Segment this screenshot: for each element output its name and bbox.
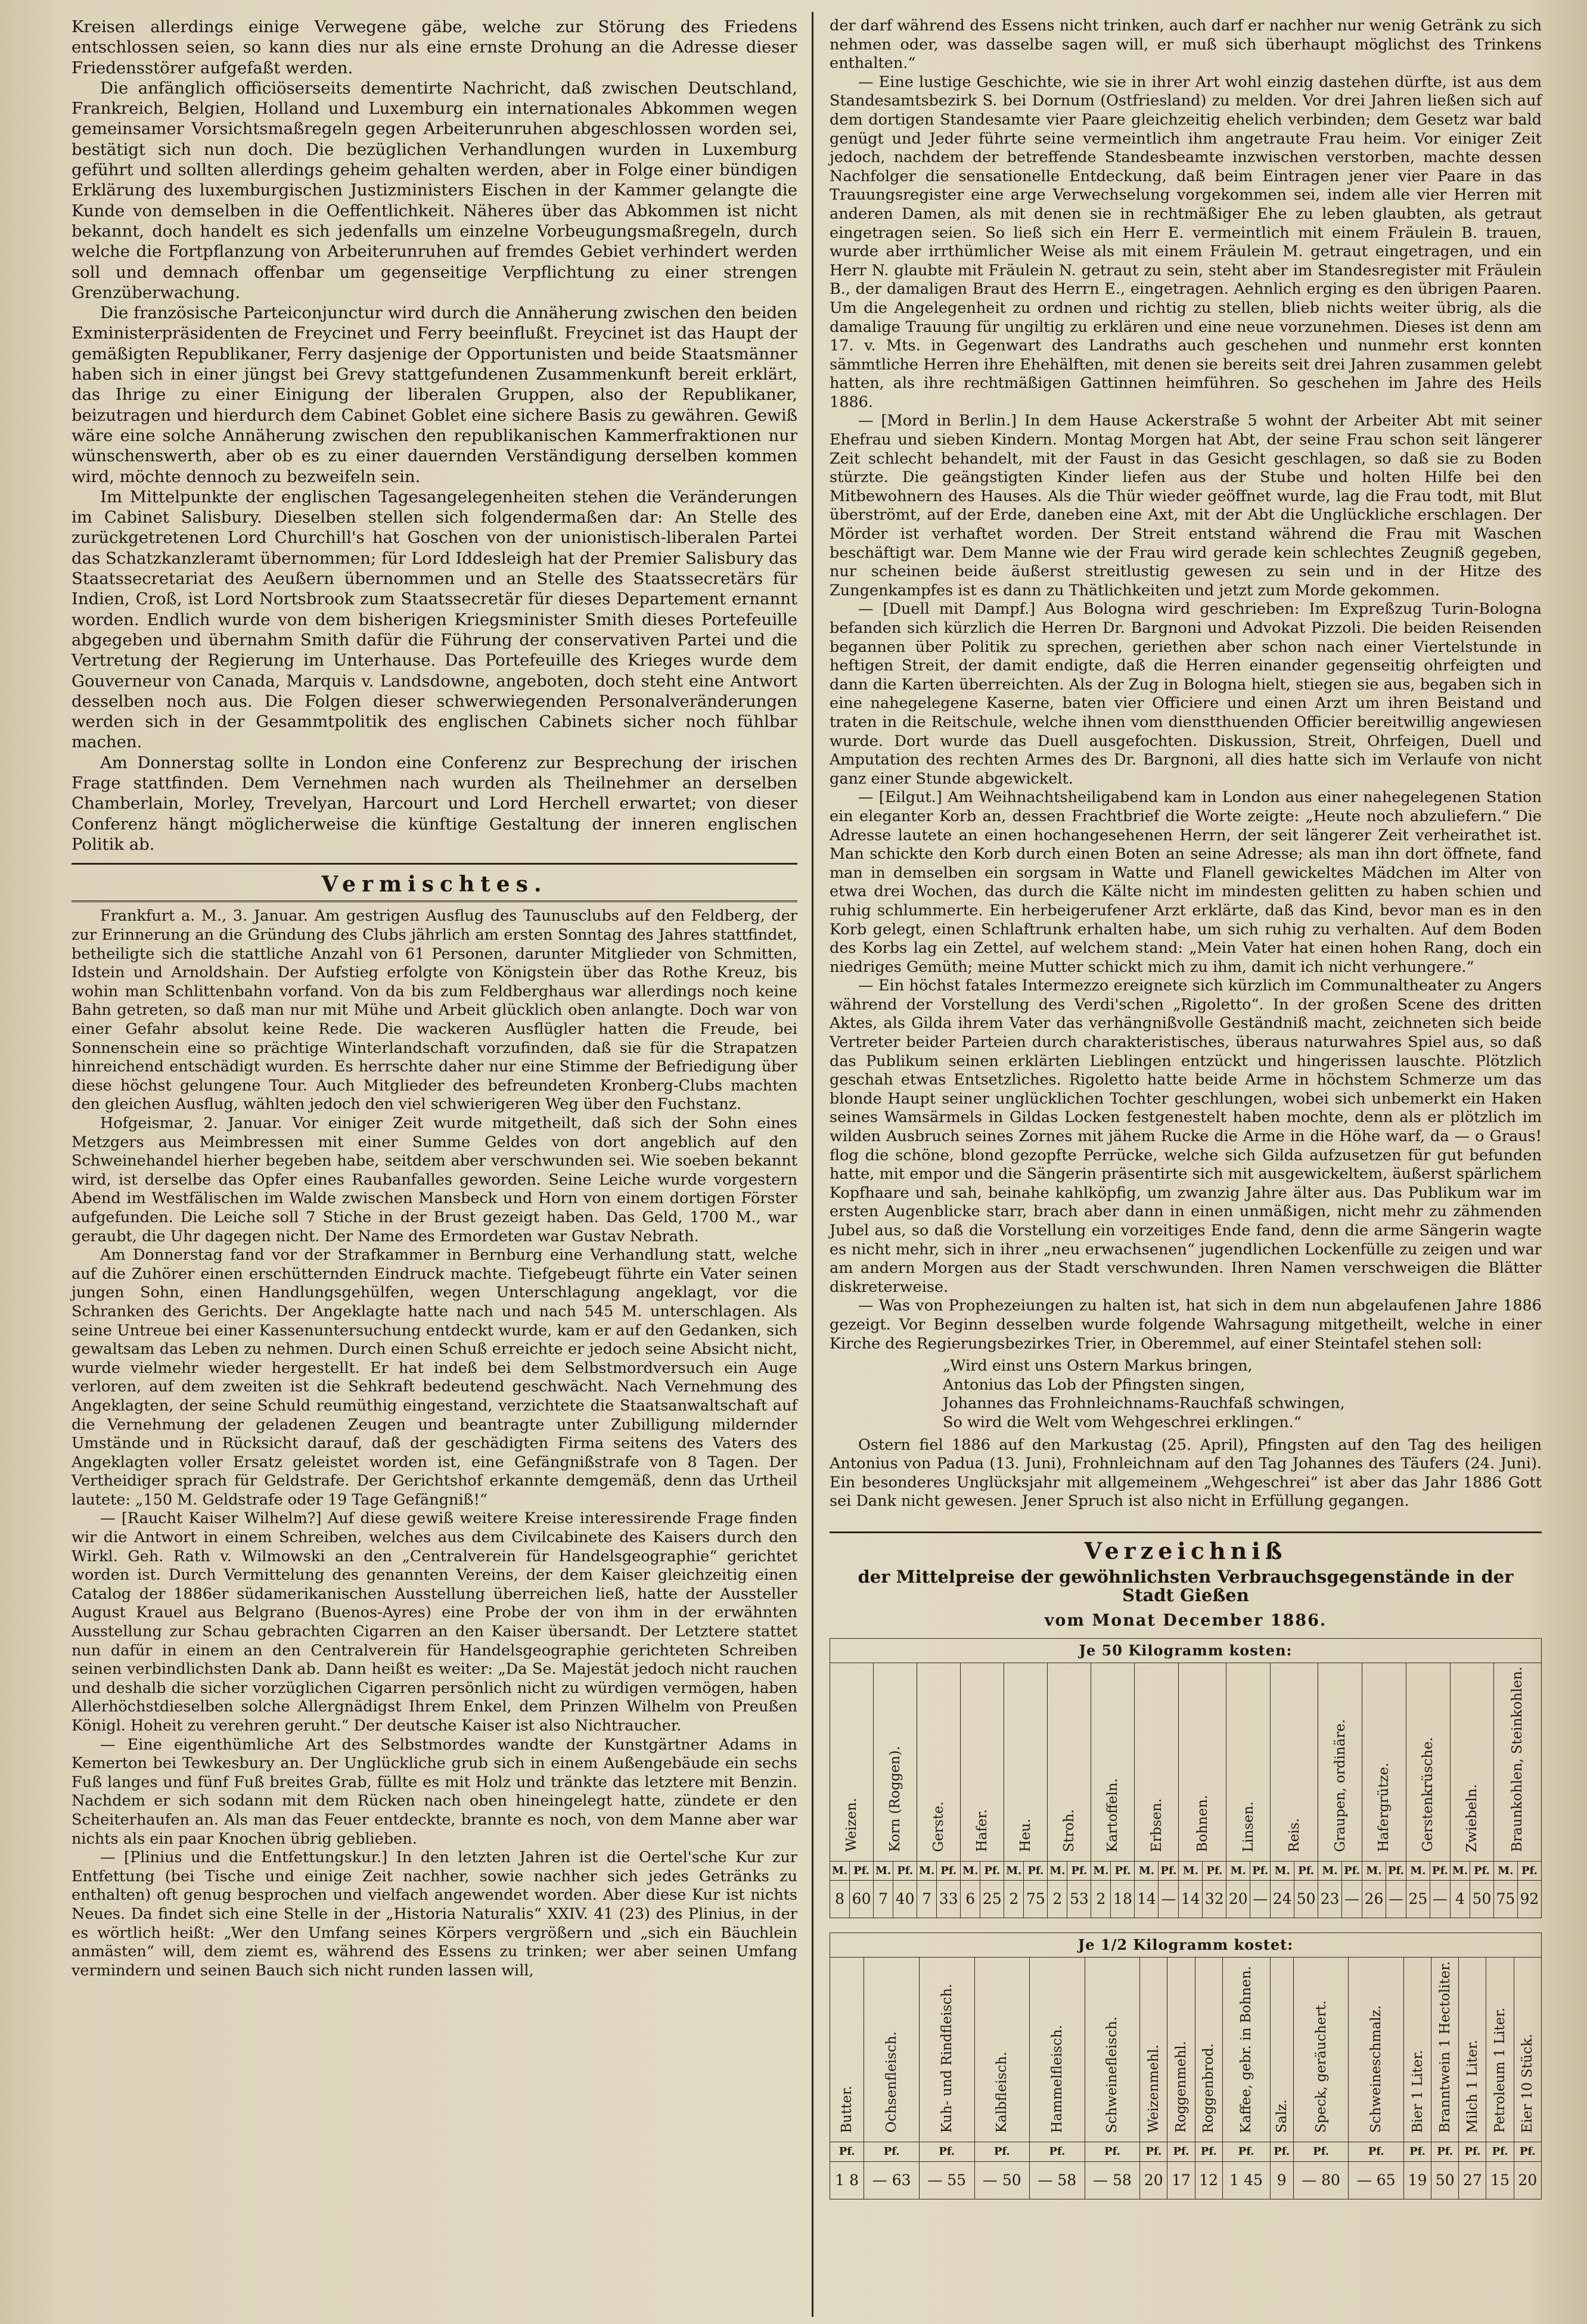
price-cell: 27 xyxy=(1459,2161,1486,2199)
column-header-label: Bohnen. xyxy=(1194,1794,1210,1852)
price-cell: 1 8 xyxy=(830,2161,864,2199)
price-cell: 6 xyxy=(961,1881,980,1918)
column-header xyxy=(1167,1958,1195,2142)
price-cell: 40 xyxy=(893,1881,917,1918)
unit-mark: Pf. xyxy=(1386,1861,1406,1881)
column-header xyxy=(1195,1958,1222,2142)
column-header xyxy=(1222,1958,1270,2142)
right-column xyxy=(830,17,1542,2199)
column-header-label: Braunkohlen, Steinkohlen. xyxy=(1510,1667,1526,1852)
price-cell: — 65 xyxy=(1349,2161,1404,2199)
column-header xyxy=(1349,1958,1404,2142)
column-header-label: Stroh. xyxy=(1061,1809,1077,1852)
price-cell: 2 xyxy=(1004,1881,1024,1918)
price-cell: 50 xyxy=(1431,2161,1459,2199)
price-cell: 4 xyxy=(1450,1881,1470,1918)
price-cell: 20 xyxy=(1140,2161,1167,2199)
column-header xyxy=(1091,1663,1135,1861)
unit-mark: Pf. xyxy=(1349,2142,1404,2161)
price-cell: 14 xyxy=(1135,1881,1159,1918)
price-cell: — 50 xyxy=(974,2161,1030,2199)
column-divider xyxy=(812,12,813,2317)
column-header xyxy=(974,1958,1030,2142)
unit-mark: Pf. xyxy=(974,2142,1030,2161)
price-cell: 75 xyxy=(1024,1881,1048,1918)
news-item: — Ein höchst fatales Intermezzo ereignete sich kürzlich im Communaltheater zu Angers während der Vorstellung des Verdi'schen „Rigoletto“. In der großen Scene des dritten Aktes, als Gilda ihrem Vater das verhängnißvolle Geständniß macht, zeichneten sich beide Vertreter beider Parteien durch charakteristisches, überaus naturwahres Spiel aus, so daß das Publikum seinen erklärten Lieblingen entzückt und hingerissen lauschte. Plötzlich geschah etwas Entsetzliches. Rigoletto hatte beide Arme in höchstem Schmerze um das blonde Haupt seiner unglücklichen Tochter geschlungen, wobei sich unbemerkt ein Haken seines Wamsärmels in Gildas Locken festgenestelt haben mochte, denn als er plötzlich im wilden Ausbruch seines Zornes mit jähem Rucke die Arme in die Höhe warf, da — o Graus! flog die schöne, blond gezopfte Perrücke, welche sich Gilda aufzusetzen für gut befunden hatte, mit empor und die Sängerin präsentirte sich mit ausgewickeltem, äußerst spärlichem Kopfhaare und sah, beinahe kahlköpfig, um zwanzig Jahre älter aus. Das Publikum war im ersten Augenblicke starr, brach aber dann in einen unmäßigen, nicht mehr zu zähmenden Jubel aus, so daß die Vorstellung ein vorzeitiges Ende fand, denn die arme Sängerin wagte es nicht mehr, sich in ihrer „neu erwachsenen“ jugendlichen Lockenfülle zu zeigen und war am andern Morgen aus der Stadt verschwunden. Ihren Namen verschweigen die Blätter diskreterweise. xyxy=(830,977,1542,1296)
column-header-label: Schweineschmalz. xyxy=(1368,2005,1384,2133)
column-header-label: Butter. xyxy=(839,2085,855,2133)
news-item: der darf während des Essens nicht trinken, auch darf er nachher nur wenig Getränk zu sich nehmen oder, was dasselbe sagen will, er muß sich überhaupt möglichst des Trinkens enthalten.“ xyxy=(830,17,1542,73)
column-header xyxy=(919,1958,974,2142)
price-cell: 50 xyxy=(1470,1881,1493,1918)
column-header-label: Kuh- und Rindfleisch. xyxy=(939,1983,955,2133)
unit-mark: Pf. xyxy=(1140,2142,1167,2161)
column-header xyxy=(1179,1663,1226,1861)
news-item: — Eine eigenthümliche Art des Selbstmordes wandte der Kunstgärtner Adams in Kemerton bei Tewkesbury an. Der Unglückliche grub sich in einem Außengebäude ein sechs Fuß langes und fünf Fuß breites Grab, füllte es mit Holz und tränkte das letztere mit Benzin. Nachdem er sich sodann mit dem Rücken nach oben hineingelegt hatte, zündete er den Scheiterhaufen an. Als man das Feuer entdeckte, brannte es noch, von dem Manne aber war nichts als ein paar Knochen übrig geblieben. xyxy=(72,1735,797,1848)
unit-mark: M. xyxy=(1091,1861,1111,1881)
column-header-label: Salz. xyxy=(1274,2099,1290,2133)
column-header xyxy=(1030,1958,1085,2142)
unit-mark: Pf. xyxy=(1293,2142,1349,2161)
column-header-label: Hammelfleisch. xyxy=(1049,2024,1065,2133)
column-header xyxy=(1318,1663,1362,1861)
left-column xyxy=(72,17,797,1980)
news-item: — [Raucht Kaiser Wilhelm?] Auf diese gewiß weitere Kreise interessirende Frage finden wir die Antwort in einem Schreiben, welches aus dem Civilcabinete des Kaisers durch den Wirkl. Geh. Rath v. Wilmowski an den „Centralverein für Handelsgeographie“ gerichtet worden ist. Durch Vermittelung des genannten Vereins, der dem Kaiser gleichzeitig einen Catalog der 1886er südamerikanischen Ausstellung überreichen ließ, hatte der Aussteller August Krauel aus Belgrano (Buenos-Ayres) eine Probe der von ihm in der erwähnten Ausstellung zur Schau gebrachten Cigarren an den Kaiser übersandt. Der Letztere stattet nun dafür in einem an den Centralverein für Handelsgeographie gerichteten Schreiben seinen verbindlichsten Dank ab. Dann heißt es weiter: „Da Se. Majestät jedoch nicht rauchen und deshalb die sicher vorzüglichen Cigarren persönlich nicht zu würdigen vermögen, haben Allerhöchstdieselben solche Allergnädigst Ihrem Enkel, dem Prinzen Wilhelm von Preußen Königl. Hoheit zu verehren geruht.“ Der deutsche Kaiser ist also Nichtraucher. xyxy=(72,1509,797,1735)
price-cell: 18 xyxy=(1111,1881,1135,1918)
unit-mark: Pf. xyxy=(919,2142,974,2161)
unit-mark: Pf. xyxy=(1431,2142,1459,2161)
section-divider xyxy=(72,863,797,865)
poem-line: Antonius das Lob der Pfingsten singen, xyxy=(943,1375,1246,1394)
column-header-label: Bier 1 Liter. xyxy=(1409,2049,1425,2133)
price-cell: 12 xyxy=(1195,2161,1222,2199)
column-header xyxy=(1135,1663,1179,1861)
price-cell: 19 xyxy=(1403,2161,1431,2199)
column-header-label: Petroleum 1 Liter. xyxy=(1492,2008,1508,2133)
article-paragraph: Die anfänglich officiöserseits dementirte Nachricht, daß zwischen Deutschland, Frankreich, Belgien, Holland und Luxemburg ein internationales Abkommen wegen gemeinsamer Vorsichtsmaßregeln gegen Arbeiterunruhen abgeschlossen worden sei, bestätigt sich nun doch. Die bezüglichen Verhandlungen wurden in Luxemburg geführt und sollten allerdings geheim gehalten werden, aber in Folge einer bündigen Erklärung des luxemburgischen Justizministers Eischen in der Kammer gelangte die Kunde von demselben in die Oeffentlichkeit. Näheres über das Abkommen ist nicht bekannt, doch handelt es sich jedenfalls um einzelne Vorbeugungsmaßregeln, durch welche die Fortpflanzung von Arbeiterunruhen auf fremdes Gebiet verhindert werden soll und demnach offenbar um gegenseitige Verpflichtung zu einer strengen Grenzüberwachung. xyxy=(72,78,797,302)
price-table-title: Verzeichniß xyxy=(1084,1537,1287,1564)
unit-mark: Pf. xyxy=(937,1861,961,1881)
column-header-label: Heu. xyxy=(1018,1819,1034,1852)
news-item: Am Donnerstag fand vor der Strafkammer in Bernburg eine Verhandlung statt, welche auf die Zuhörer einen erschütternden Eindruck machte. Tiefgebeugt führte ein Vater seinen jungen Sohn, einen Handlungsgehülfen, wegen Unterschlagung angeklagt, vor die Schranken des Gerichts. Der Angeklagte hatte nach und nach 545 M. unterschlagen. Als seine Untreue bei einer Kassenuntersuchung entdeckt wurde, kam er auf den Gedanken, sich gewaltsam das Leben zu nehmen. Durch einen Schuß erreichte er jedoch seine Absicht nicht, wurde vielmehr wieder hergestellt. Er hat indeß bei dem Selbstmordversuch ein Auge verloren, auf dem zweiten ist die Sehkraft bedeutend geschwächt. Nach Vernehmung des Angeklagten, der seine Schuld reumüthig eingestand, verzichtete die Staatsanwaltschaft auf die Vernehmung der geladenen Zeugen und beantragte unter Zubilligung mildernder Umstände und in Rücksicht darauf, daß der geschädigten Firma seitens des Vaters des Angeklagten voller Ersatz geleistet worden ist, eine Gefängnißstrafe von 8 Tagen. Der Vertheidiger sprach für Geldstrafe. Der Gerichtshof erkannte demgemäß, denn das Urtheil lautete: „150 M. Geldstrafe oder 19 Tage Gefängniß!“ xyxy=(72,1246,797,1509)
poem-line: Johannes das Frohnleichnams-Rauchfaß schwingen, xyxy=(943,1394,1345,1413)
unit-mark: Pf. xyxy=(1470,1861,1493,1881)
column-header-label: Gerstenkrüsche. xyxy=(1420,1737,1436,1852)
price-table-50kg xyxy=(830,1638,1542,1918)
price-cell: 32 xyxy=(1203,1881,1226,1918)
unit-mark: M. xyxy=(1406,1861,1430,1881)
price-cell: 8 xyxy=(830,1881,850,1918)
news-item: — [Duell mit Dampf.] Aus Bologna wird geschrieben: Im Expreßzug Turin-Bologna befanden sich kürzlich die Herren Dr. Bargnoni und Advokat Pizzoli. Die beiden Reisenden begannen über Politik zu sprechen, geriethen aber schon nach einer Viertelstunde in heftigen Streit, der damit endigte, daß die Herren einander gegenseitig ohrfeigten und dann die Karten überreichten. Als der Zug in Bologna hielt, stiegen sie aus, begaben sich in eine nahegelegene Kaserne, baten vier Officiere und einen Arzt um ihren Beistand und traten in die Reitschule, welche ihnen vom dienstthuenden Officier bereitwillig angewiesen wurde. Dort wurde das Duell ausgefochten. Diskussion, Streit, Ohrfeigen, Duell und Amputation des rechten Armes des Dr. Bargnoni, all dies hatte sich im Verlaufe von nicht ganz einer Stunde abgewickelt. xyxy=(830,600,1542,788)
unit-mark: M. xyxy=(1179,1861,1203,1881)
column-header-label: Zwiebeln. xyxy=(1464,1784,1480,1852)
price-cell: 1 45 xyxy=(1222,2161,1270,2199)
column-header-label: Weizen. xyxy=(844,1798,860,1852)
unit-mark: M. xyxy=(961,1861,980,1881)
price-cell: — 63 xyxy=(864,2161,920,2199)
unit-mark: Pf. xyxy=(893,1861,917,1881)
column-header-label: Korn (Roggen). xyxy=(887,1746,903,1852)
price-cell: 26 xyxy=(1362,1881,1386,1918)
unit-mark: Pf. xyxy=(1085,2142,1140,2161)
column-header xyxy=(1493,1663,1541,1861)
unit-mark: Pf. xyxy=(1203,1861,1226,1881)
unit-mark: Pf. xyxy=(1195,2142,1222,2161)
unit-mark: Pf. xyxy=(864,2142,920,2161)
price-cell: 25 xyxy=(1406,1881,1430,1918)
column-header-label: Eier 10 Stück. xyxy=(1520,2033,1536,2133)
column-header xyxy=(1403,1958,1431,2142)
price-cell: — 58 xyxy=(1085,2161,1140,2199)
price-cell: — xyxy=(1430,1881,1450,1918)
unit-mark: Pf. xyxy=(1030,2142,1085,2161)
table-caption: Je 1/2 Kilogramm kostet: xyxy=(830,1933,1542,1958)
unit-mark: Pf. xyxy=(1294,1861,1318,1881)
column-header xyxy=(864,1958,920,2142)
column-header-label: Erbsen. xyxy=(1148,1798,1164,1852)
column-header xyxy=(1406,1663,1450,1861)
price-cell: 15 xyxy=(1486,2161,1514,2199)
price-cell: 23 xyxy=(1318,1881,1342,1918)
column-header xyxy=(830,1663,874,1861)
price-cell: 20 xyxy=(1226,1881,1250,1918)
news-item: — [Mord in Berlin.] In dem Hause Ackerstraße 5 wohnt der Arbeiter Abt mit seiner Ehefrau und sieben Kindern. Montag Morgen hat Abt, der seine Frau schon seit längerer Zeit schlecht behandelt, mit der Faust in das Gesicht geschlagen, so daß sie zu Boden stürzte. Die geängstigten Kinder liefen aus der Stube und holten Hilfe bei den Mitbewohnern des Hauses. Als die Thür wieder geöffnet wurde, lag die Frau todt, mit Blut überströmt, auf der Erde, daneben eine Axt, mit der Abt die Unglückliche erschlagen. Der Mörder ist verhaftet worden. Der Streit entstand während die Frau mit Waschen beschäftigt war. Dem Manne wie der Frau wird gerade kein schlechtes Zeugniß gegeben, nur scheinen beide äußerst streitlustig gewesen zu sein und in der Hitze des Zungenkampfes ist es dann zu Thätlichkeiten und jetzt zum Morde gekommen. xyxy=(830,412,1542,599)
article-paragraph: Im Mittelpunkte der englischen Tagesangelegenheiten stehen die Veränderungen im Cabinet Salisbury. Dieselben stellen sich folgendermaßen dar: An Stelle des zurückgetretenen Lord Churchill's hat Goschen von der unionistisch-liberalen Partei das Schatzkanzleramt übernommen; für Lord Iddesleigh hat der Premier Salisbury das Staatssecretariat des Aeußern übernommen und an Stelle des Staatssecretärs für Indien, Croß, ist Lord Nortsbrook zum Staatssecretär für dieses Departement ernannt worden. Endlich wurde von dem bisherigen Kriegsminister Smith dieses Portefeuille abgegeben und übernahm Smith dafür die Führung der conservativen Partei und die Vertretung der Regierung im Unterhause. Das Portefeuille des Krieges wurde dem Gouverneur von Canada, Marquis v. Landsdowne, angeboten, doch steht eine Antwort desselben noch aus. Die Folgen dieser schwerwiegenden Personalveränderungen werden sich in der Gesammtpolitik des englischen Cabinets sicher noch fühlbar machen. xyxy=(72,487,797,752)
news-item: — Eine lustige Geschichte, wie sie in ihrer Art wohl einzig dastehen dürfte, ist aus dem Standesamtsbezirk S. bei Dornum (Ostfriesland) zu melden. Vor drei Jahren ließen sich auf dem dortigen Standesamte vier Paare gleichzeitig ehelich verbinden; dem Gesetz war bald genügt und Jeder führte seine vermeintlich ihm angetraute Frau heim. Vor einiger Zeit jedoch, nachdem der betreffende Standesbeamte inzwischen verstorben, machte dessen Nachfolger die sensationelle Entdeckung, daß beim Eintragen jener vier Paare in das Trauungsregister eine arge Verwechselung vorgekommen sei, indem alle vier Herren mit anderen Damen, als mit denen sie in rechtmäßiger Ehe zu leben glaubten, als getraut eingetragen seien. So ließ sich ein Herr E. vermeintlich mit einem Fräulein B. trauen, wurde aber irrthümlicher Weise als mit einem Fräulein M. getraut eingetragen, und ein Herr N. glaubte mit Fräulein N. getraut zu sein, steht aber im Standesregister mit Fräulein B., der damaligen Braut des Herrn E., eingetragen. Aehnlich erging es den übrigen Paaren. Um die Angelegenheit zu ordnen und richtig zu stellen, blieb nichts weiter übrig, als die damalige Trauung für ungiltig zu erklären und eine neue vorzunehmen. Dieses ist denn am 17. v. Mts. in Gegenwart des Landraths auch geschehen und nunmehr erst konnten sämmtliche Herren ihre Ehehälften, mit denen sie bereits seit drei Jahren zusammen gelebt hatten, als ihre rechtmäßigen Gattinnen heimführen. So geschehen im Jahre des Heils 1886. xyxy=(830,73,1542,411)
column-header xyxy=(1459,1958,1486,2142)
unit-mark: M. xyxy=(1493,1861,1517,1881)
price-cell: — 80 xyxy=(1293,2161,1349,2199)
price-table-half-kg xyxy=(830,1932,1542,2199)
unit-mark: Pf. xyxy=(1342,1861,1362,1881)
unit-mark: M. xyxy=(1048,1861,1067,1881)
column-header xyxy=(874,1663,917,1861)
unit-mark: Pf. xyxy=(1024,1861,1048,1881)
price-cell: 50 xyxy=(1294,1881,1318,1918)
column-header-label: Schweinefleisch. xyxy=(1104,2016,1120,2133)
table-caption: Je 50 Kilogramm kosten: xyxy=(830,1639,1542,1663)
unit-mark: Pf. xyxy=(1250,1861,1271,1881)
price-cell: 60 xyxy=(850,1881,874,1918)
unit-mark: M. xyxy=(830,1861,850,1881)
price-table-subtitle: der Mittelpreise der gewöhnlichsten Verbrauchsgegenstände in der Stadt Gießen xyxy=(858,1566,1514,1606)
unit-mark: M. xyxy=(1135,1861,1159,1881)
price-cell: 20 xyxy=(1514,2161,1541,2199)
news-item: Hofgeismar, 2. Januar. Vor einiger Zeit wurde mitgetheilt, daß sich der Sohn eines Metzgers aus Meimbressen mit einer Summe Geldes von dort angeblich auf den Schweinehandel hierher begeben habe, seitdem aber verschwunden sei. Wie soeben bekannt wird, ist derselbe das Opfer eines Raubanfalles geworden. Seine Leiche wurde vorgestern Abend im Westfälischen im Walde zwischen Mansbeck und Horn von einem dortigen Förster aufgefunden. Die Leiche soll 7 Stiche in der Brust gezeigt haben. Das Geld, 1700 M., war geraubt, die Uhr dagegen nicht. Der Name des Ermordeten war Gustav Nebrath. xyxy=(72,1114,797,1245)
column-header-label: Hafergrütze. xyxy=(1376,1763,1392,1852)
unit-mark: M. xyxy=(874,1861,893,1881)
price-cell: — 55 xyxy=(919,2161,974,2199)
unit-mark: M. xyxy=(1226,1861,1250,1881)
unit-mark: M. xyxy=(917,1861,937,1881)
news-item: — [Eilgut.] Am Weihnachtsheiligabend kam in London aus einer nahegelegenen Station ein eleganter Korb an, dessen Frachtbrief die Worte zeigte: „Heute noch abzuliefern.“ Die Adresse lautete an einen hochangesehenen Herrn, der seit längerer Zeit verheirathet ist. Man schickte den Korb durch einen Boten an seine Adresse; als man ihn dort öffnete, fand man in demselben ein sorgsam in Watte und Flanell gewickeltes Mädchen im Alter von etwa drei Wochen, das durch die Kälte nicht im mindesten gelitten zu haben schien und ruhig schlummerte. Ein herbeigerufener Arzt erklärte, daß das Kind, bevor man es in den Korb gelegt, einen Schlaftrunk erhalten habe, um sich ruhig zu verhalten. Auf dem Boden des Korbs lag ein Zettel, auf welchem stand: „Mein Vater hat einen hohen Rang, doch ein niedriges Gemüth; meine Mutter schickt mich zu ihm, damit ich nicht verhungere.“ xyxy=(830,788,1542,976)
unit-mark: Pf. xyxy=(1459,2142,1486,2161)
column-header xyxy=(1486,1958,1514,2142)
column-header xyxy=(1271,1663,1318,1861)
column-header-label: Kartoffeln. xyxy=(1105,1778,1121,1852)
column-header xyxy=(917,1663,961,1861)
column-header-label: Branntwein 1 Hectoliter. xyxy=(1437,1961,1453,2133)
price-cell: 92 xyxy=(1517,1881,1541,1918)
unit-mark: Pf. xyxy=(1111,1861,1135,1881)
price-cell: 7 xyxy=(874,1881,893,1918)
price-cell: — xyxy=(1159,1881,1179,1918)
table-divider xyxy=(830,1531,1542,1533)
column-header xyxy=(1085,1958,1140,2142)
column-header xyxy=(1450,1663,1493,1861)
article-paragraph: Am Donnerstag sollte in London eine Conferenz zur Besprechung der irischen Frage stattfinden. Dem Vernehmen nach wurden als Theilnehmer an derselben Chamberlain, Morley, Trevelyan, Harcourt und Lord Herchell erwartet; von dieser Conferenz hängt möglicherweise die künftige Gestaltung der inneren englischen Politik ab. xyxy=(72,753,797,854)
unit-mark: M. xyxy=(1004,1861,1024,1881)
column-header xyxy=(1004,1663,1048,1861)
column-header-label: Roggenmehl. xyxy=(1173,2041,1189,2133)
column-header xyxy=(1270,1958,1293,2142)
column-header xyxy=(1140,1958,1167,2142)
column-header-label: Hafer. xyxy=(974,1809,990,1852)
price-cell: 9 xyxy=(1270,2161,1293,2199)
unit-mark: Pf. xyxy=(980,1861,1004,1881)
unit-mark: Pf. xyxy=(830,2142,864,2161)
column-header xyxy=(1226,1663,1271,1861)
poem-line: „Wird einst uns Ostern Markus bringen, xyxy=(943,1357,1253,1375)
unit-mark: M. xyxy=(1318,1861,1342,1881)
unit-mark: Pf. xyxy=(1067,1861,1091,1881)
unit-mark: Pf. xyxy=(1159,1861,1179,1881)
price-cell: 2 xyxy=(1048,1881,1067,1918)
column-header-label: Kaffee, gebr. in Bohnen. xyxy=(1238,1965,1254,2133)
column-header-label: Milch 1 Liter. xyxy=(1464,2039,1480,2133)
price-cell: 75 xyxy=(1493,1881,1517,1918)
price-table-month: vom Monat December 1886. xyxy=(1044,1611,1327,1630)
column-header-label: Linsen. xyxy=(1240,1801,1256,1852)
price-cell: — 58 xyxy=(1030,2161,1085,2199)
column-header-label: Reis. xyxy=(1286,1817,1302,1852)
news-item: Ostern fiel 1886 auf den Markustag (25. April), Pfingsten auf den Tag des heiligen Antonius von Padua (13. Juni), Frohnleichnam auf den Tag Johannes des Täufers (24. Juni). Ein besonderes Unglücksjahr mit allgemeinem „Wehgeschrei“ ist aber das Jahr 1886 Gott sei Dank nicht gewesen. Jener Spruch ist also nicht in Erfüllung gegangen. xyxy=(830,1436,1542,1511)
column-header-label: Graupen, ordinäre. xyxy=(1332,1719,1348,1852)
section-title: Vermischtes. xyxy=(72,868,797,902)
article-paragraph: Kreisen allerdings einige Verwegene gäbe, welche zur Störung des Friedens entschlossen seien, so kann dies nur als eine ernste Drohung an die Adresse dieser Friedensstörer aufgefaßt werden. xyxy=(72,17,797,77)
unit-mark: Pf. xyxy=(1167,2142,1195,2161)
column-header xyxy=(961,1663,1004,1861)
poem-line: So wird die Welt vom Wehgeschrei erklingen.“ xyxy=(943,1413,1302,1431)
price-cell: 24 xyxy=(1271,1881,1294,1918)
column-header xyxy=(1514,1958,1541,2142)
column-header xyxy=(1431,1958,1459,2142)
news-item: — [Plinius und die Entfettungskur.] In den letzten Jahren ist die Oertel'sche Kur zur Entfettung (bei Tische und einige Zeit nachher, sowie nachher sich jedes Getränks zu enthalten) oft genug besprochen und vielfach angewendet worden. Aber diese Kur ist nichts Neues. Da findet sich eine Stelle in der „Historia Naturalis“ XXIV. 41 (23) des Plinius, in der es wörtlich heißt: „Wer den Umfang seines Körpers vergrößern und „sich ein Bäuchlein anmästen“ will, dem ziemt es, während des Essens zu trinken; wer aber seinen Umfang vermindern und seinen Bauch sich nicht runden lassen will, xyxy=(72,1848,797,1980)
price-cell: 25 xyxy=(980,1881,1004,1918)
price-cell: 14 xyxy=(1179,1881,1203,1918)
article-paragraph: Die französische Parteiconjunctur wird durch die Annäherung zwischen den beiden Exministerpräsidenten de Freycinet und Ferry beeinflußt. Freycinet ist das Haupt der gemäßigten Republikaner, Ferry dasjenige der Opportunisten und beide Staatsmänner haben sich in einer jüngst bei Grevy stattgefundenen Zusammenkunft bereit erklärt, das Ihrige zu einer Einigung der liberalen Gruppen, also der Republikaner, beizutragen und hierdurch dem Cabinet Goblet eine sichere Basis zu gewähren. Gewiß wäre eine solche Annäherung zwischen den republikanischen Kammerfraktionen nur wünschenswerth, aber ob es zu einer dauernden Verständigung derselben kommen wird, möchte dennoch zu bezweifeln sein. xyxy=(72,303,797,486)
column-header-label: Weizenmehl. xyxy=(1145,2045,1161,2133)
column-header-label: Ochsenfleisch. xyxy=(884,2031,900,2133)
column-header-label: Speck, geräuchert. xyxy=(1313,2000,1329,2133)
column-header xyxy=(1362,1663,1406,1861)
column-header-label: Kalbfleisch. xyxy=(994,2052,1010,2133)
unit-mark: Pf. xyxy=(1270,2142,1293,2161)
column-header-label: Roggenbrod. xyxy=(1201,2043,1217,2133)
column-header-label: Gerste. xyxy=(931,1801,947,1852)
news-item: — Was von Prophezeiungen zu halten ist, hat sich in dem nun abgelaufenen Jahre 1886 gezeigt. Vor Beginn desselben wurde folgende Wahrsagung mitgetheilt, welche in einer Kirche des Regierungsbezirkes Trier, in Oberemmel, auf einer Steintafel stehen soll: xyxy=(830,1297,1542,1353)
column-header xyxy=(1048,1663,1091,1861)
price-cell: — xyxy=(1386,1881,1406,1918)
price-cell: — xyxy=(1250,1881,1271,1918)
price-cell: 2 xyxy=(1091,1881,1111,1918)
news-item: Frankfurt a. M., 3. Januar. Am gestrigen Ausflug des Taunusclubs auf den Feldberg, der zur Erinnerung an die Gründung des Clubs jährlich am ersten Sonntag des Jahres stattfindet, betheiligte sich die stattliche Anzahl von 61 Personen, darunter Mitglieder von Schmitten, Idstein und Arnoldshain. Der Aufstieg erfolgte von Königstein über das Rothe Kreuz, bis wohin man Schlittenbahn vorfand. Von da bis zum Feldberghaus war allerdings noch keine Bahn getreten, so daß man nur mit Mühe und Arbeit glücklich oben anlangte. Doch war von einer Gefahr absolut keine Rede. Die wackeren Ausflügler hatten die Freude, bei Sonnenschein eine so prächtige Winterlandschaft vorzufinden, daß sie für die Strapatzen hinreichend entschädigt wurden. Es herrschte daher nur eine Stimme der Befriedigung über diese höchst gelungene Tour. Auch Mitglieder des befreundeten Kronberg-Clubs machten den gleichen Ausflug, wählten jedoch den viel schwierigeren Weg über den Fuchstanz. xyxy=(72,907,797,1114)
unit-mark: M. xyxy=(1271,1861,1294,1881)
unit-mark: Pf. xyxy=(1222,2142,1270,2161)
poem xyxy=(943,1357,1542,1432)
price-cell: 33 xyxy=(937,1881,961,1918)
price-cell: — xyxy=(1342,1881,1362,1918)
price-cell: 7 xyxy=(917,1881,937,1918)
unit-mark: Pf. xyxy=(1430,1861,1450,1881)
unit-mark: Pf. xyxy=(1517,1861,1541,1881)
unit-mark: Pf. xyxy=(1486,2142,1514,2161)
unit-mark: Pf. xyxy=(850,1861,874,1881)
unit-mark: Pf. xyxy=(1403,2142,1431,2161)
column-header xyxy=(1293,1958,1349,2142)
price-cell: 53 xyxy=(1067,1881,1091,1918)
unit-mark: M. xyxy=(1362,1861,1386,1881)
column-header xyxy=(830,1958,864,2142)
unit-mark: Pf. xyxy=(1514,2142,1541,2161)
unit-mark: M. xyxy=(1450,1861,1470,1881)
price-cell: 17 xyxy=(1167,2161,1195,2199)
